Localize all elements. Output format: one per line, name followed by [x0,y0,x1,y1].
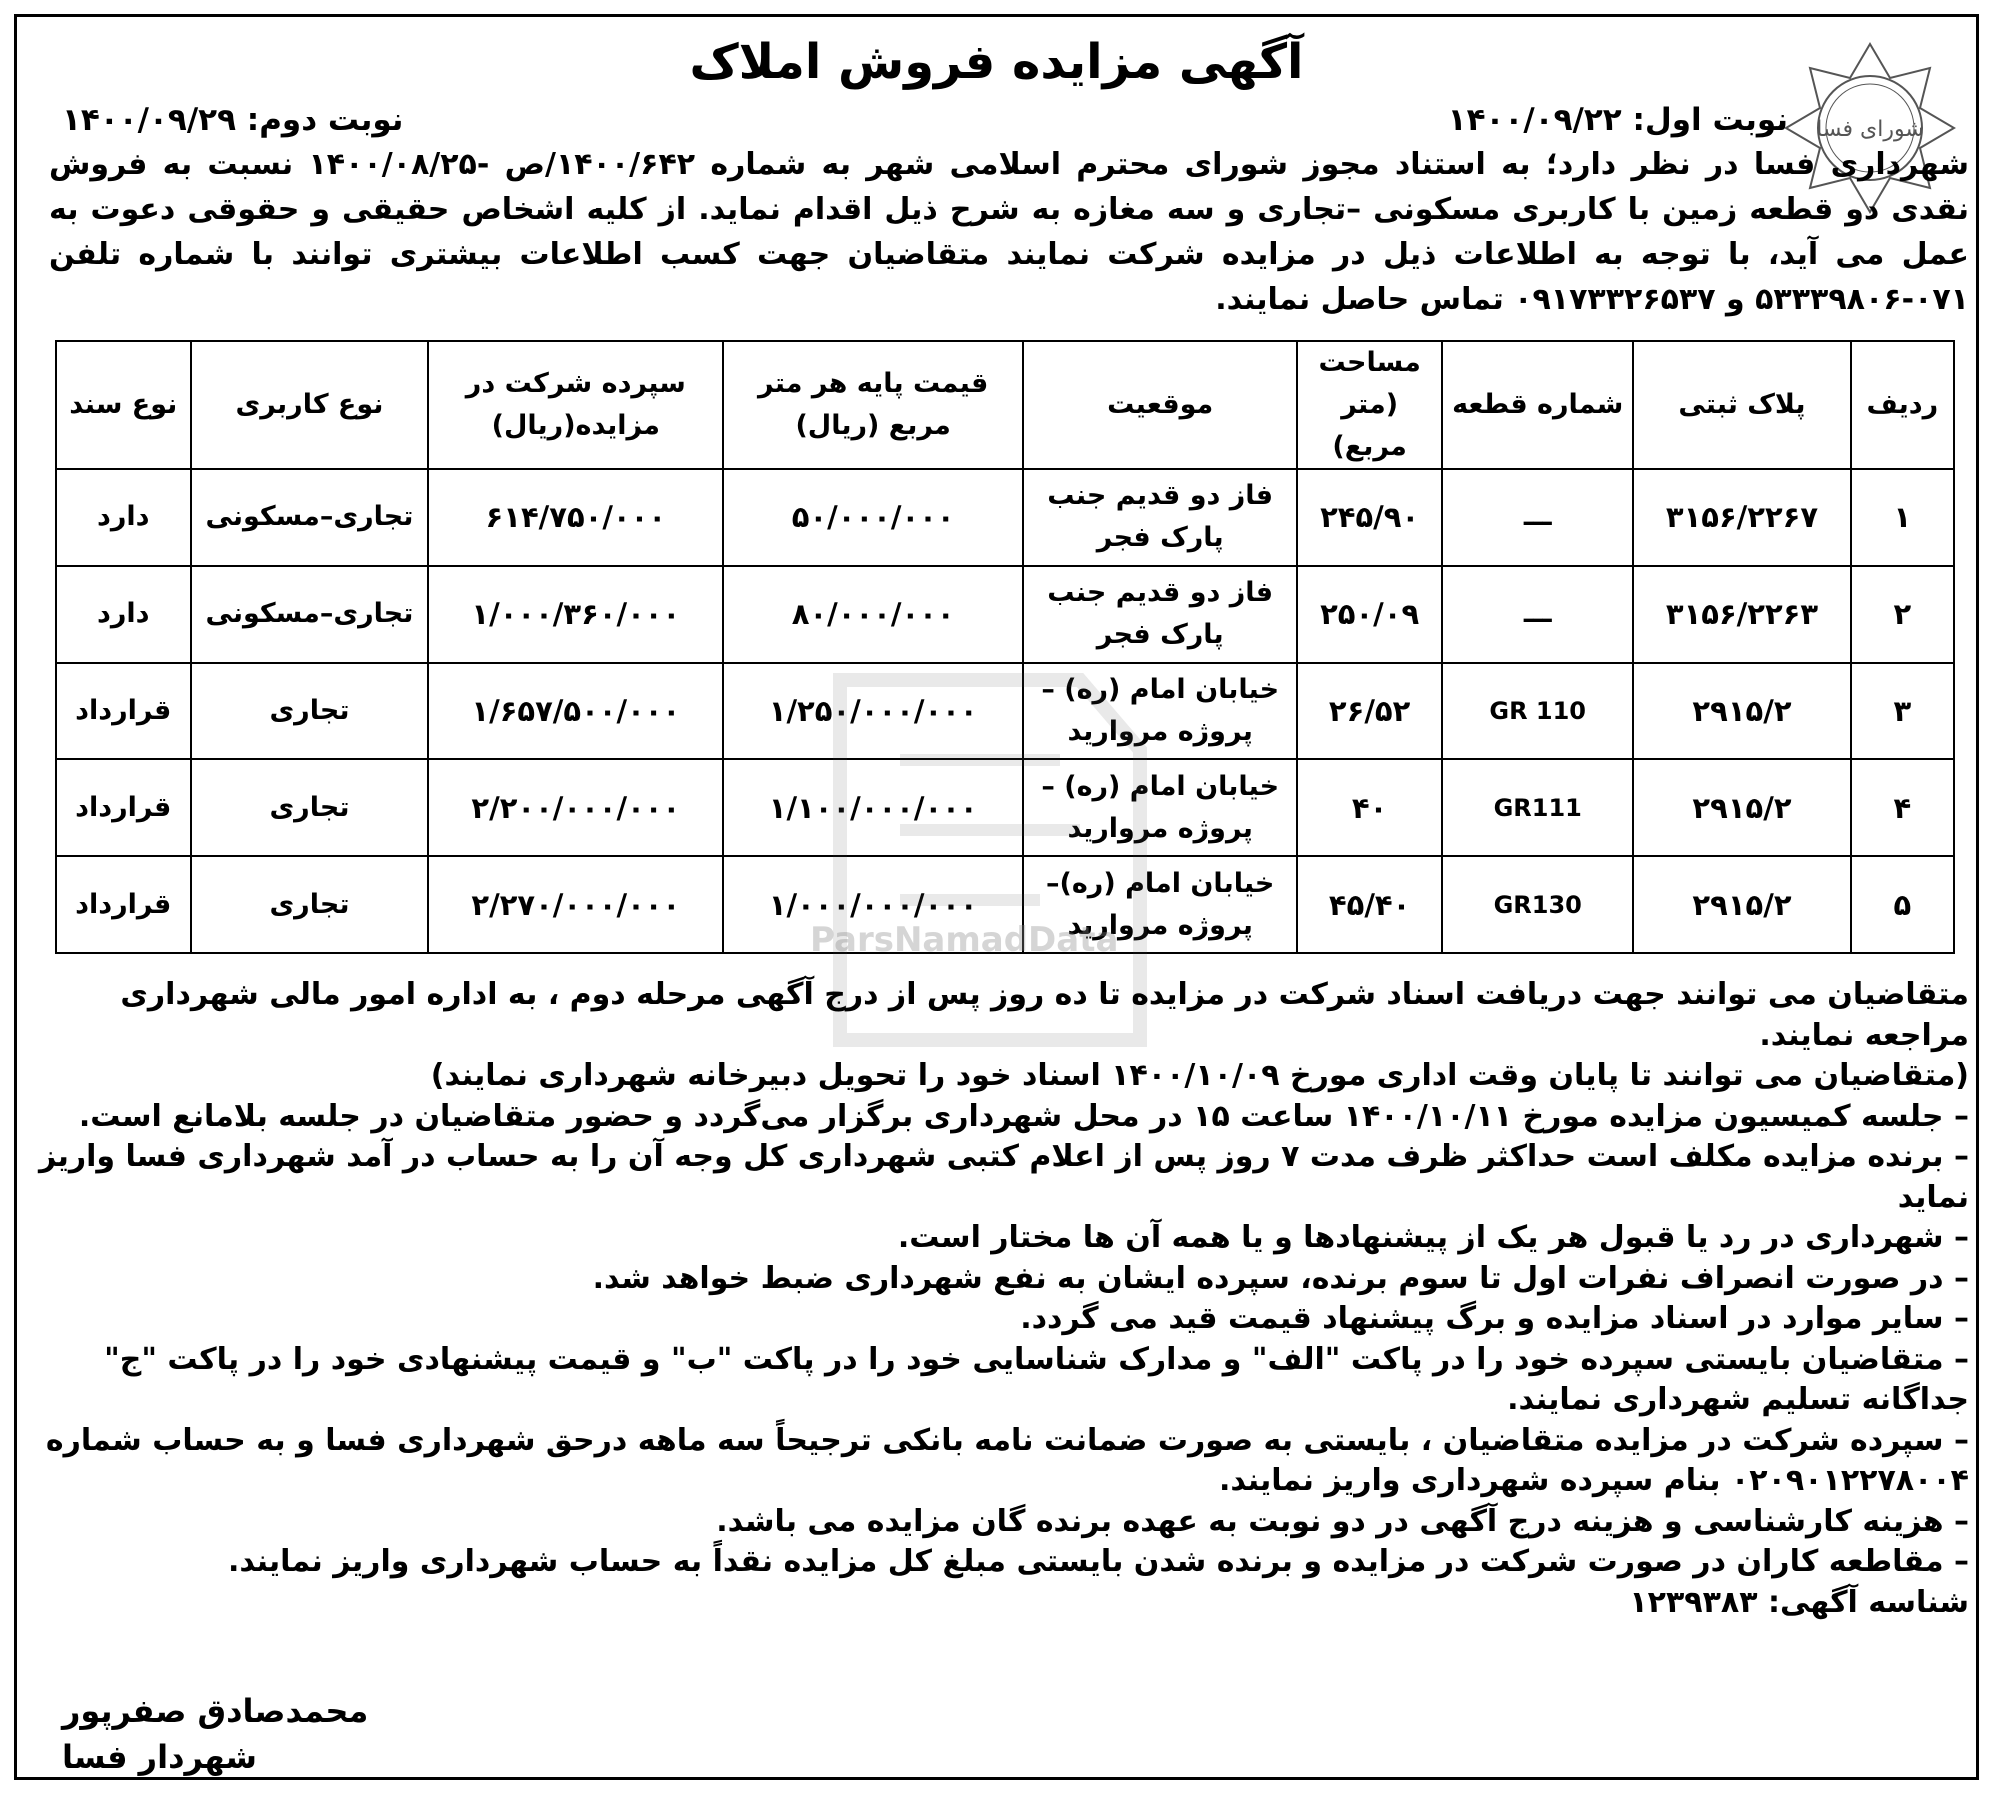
header-deposit: سپرده شرکت در مزایده(ریال) [428,341,723,469]
header-row-number: ردیف [1851,341,1954,469]
cell-base-price: ۸۰/۰۰۰/۰۰۰ [723,566,1023,663]
cell-base-price: ۱/۰۰۰/۰۰۰/۰۰۰ [723,856,1023,953]
cell-plaque: ۳۱۵۶/۲۲۶۳ [1633,566,1850,663]
cell-plaque: ۲۹۱۵/۲ [1633,856,1850,953]
header-usage: نوع کاربری [191,341,429,469]
condition-item: – هزینه کارشناسی و هزینه درج آگهی در دو نوبت به عهده برنده گان مزایده می باشد. [716,1503,1969,1539]
cell-area: ۴۵/۴۰ [1297,856,1442,953]
cell-location: خیابان امام (ره) – پروژه مروارید [1023,759,1297,856]
table-row [56,663,1954,760]
cell-location: خیابان امام (ره) – پروژه مروارید [1023,663,1297,760]
cell-row-number: ۱ [1851,469,1954,566]
table-row [56,759,1954,856]
cell-location: فاز دو قدیم جنب پارک فجر [1023,469,1297,566]
cell-parcel: ـــ [1442,566,1633,663]
condition-item: – برنده مزایده مکلف است حداکثر ظرف مدت ۷ روز پس از اعلام کتبی شهرداری کل وجه آن را به حساب در آمد شهرداری فسا واریز نماید [38,1139,1969,1215]
cell-usage: تجاری–مسکونی [191,566,429,663]
cell-usage: تجاری [191,856,429,953]
cell-document: قرارداد [56,759,191,856]
table-row [56,469,1954,566]
cell-deposit: ۲/۲۰۰/۰۰۰/۰۰۰ [428,759,723,856]
cell-usage: تجاری [191,663,429,760]
cell-plaque: ۲۹۱۵/۲ [1633,663,1850,760]
cell-area: ۲۶/۵۲ [1297,663,1442,760]
cell-deposit: ۱/۰۰۰/۳۶۰/۰۰۰ [428,566,723,663]
cell-row-number: ۴ [1851,759,1954,856]
cell-document: دارد [56,469,191,566]
watermark-text: ParsNamadData [810,920,1119,960]
condition-item: – در صورت انصراف نفرات اول تا سوم برنده، سپرده ایشان به نفع شهرداری ضبط خواهد شد. [592,1260,1969,1296]
header-base-price: قیمت پایه هر متر مربع (ریال) [723,341,1023,469]
cell-document: دارد [56,566,191,663]
cell-plaque: ۳۱۵۶/۲۲۶۷ [1633,469,1850,566]
condition-item: – شهرداری در رد یا قبول هر یک از پیشنهادها و یا همه آن ها مختار است. [897,1220,1969,1255]
header-plaque: پلاک ثبتی [1633,341,1850,469]
condition-item: (متقاضیان می توانند تا پایان وقت اداری مورخ ۱۴۰۰/۱۰/۰۹ اسناد خود را تحویل دبیرخانه شهرداری نمایند) [430,1058,1969,1093]
cell-row-number: ۲ [1851,566,1954,663]
mayor-name: محمدصادق صفرپور [62,1692,369,1730]
cell-base-price: ۵۰/۰۰۰/۰۰۰ [723,469,1023,566]
condition-item: – مقاطعه کاران در صورت شرکت در مزایده و برنده شدن بایستی مبلغ کل مزایده نقداً به حساب شهرداری واریز نمایند. [227,1544,1969,1579]
table-row [56,566,1954,663]
conditions-list [34,975,1969,1623]
cell-deposit: ۲/۲۷۰/۰۰۰/۰۰۰ [428,856,723,953]
mayor-title: شهردار فسا [62,1738,257,1776]
header-area: مساحت (متر مربع) [1297,341,1442,469]
cell-parcel: ـــ [1442,469,1633,566]
header-document: نوع سند [56,341,191,469]
condition-item: – سپرده شرکت در مزایده متقاضیان ، بایستی به صورت ضمانت نامه بانکی ترجیحاً سه ماهه درحق شهرداری فسا و به حساب شماره ۰۲۰۹۰۱۲۲۷۸۰۰۴ بنام سپرده شهرداری واریز نمایند. [45,1422,1969,1498]
cell-document: قرارداد [56,663,191,760]
intro-paragraph: شهرداری فسا در نظر دارد؛ به استناد مجوز شورای محترم اسلامی شهر به شماره ۱۴۰۰/۶۴۲/ص -۱۴۰۰/۰۸/۲۵ نسبت به فروش نقدی دو قطعه زمین با کاربری مسکونی –تجاری و سه مغازه به شرح ذیل اقدام نماید. از کلیه اشخاص حقیقی و حقوقی دعوت به عمل می آید، با توجه به اطلاعات ذیل در مزایده شرکت نمایند متقاضیان جهت کسب اطلاعات بیشتری توانند با شماره تلفن ۰۷۱-۵۳۳۳۹۸۰۶ و ۰۹۱۷۳۳۲۶۵۳۷ تماس حاصل نمایند. [49,147,1970,317]
cell-deposit: ۶۱۴/۷۵۰/۰۰۰ [428,469,723,566]
cell-location: فاز دو قدیم جنب پارک فجر [1023,566,1297,663]
notice-id: شناسه آگهی: ۱۲۳۹۳۸۳ [1629,1584,1969,1620]
header-parcel: شماره قطعه [1442,341,1633,469]
cell-area: ۴۰ [1297,759,1442,856]
condition-item: – متقاضیان بایستی سپرده خود را در پاکت "الف" و مدارک شناسایی خود را در پاکت "ب" و قیمت پیشنهادی خود را در پاکت "ج" جداگانه تسلیم شهرداری نمایند. [104,1341,1969,1417]
cell-row-number: ۳ [1851,663,1954,760]
cell-usage: تجاری [191,759,429,856]
condition-item: متقاضیان می توانند جهت دریافت اسناد شرکت در مزایده تا ده روز پس از درج آگهی مرحله دوم ، به اداره امور مالی شهرداری مراجعه نمایند. [120,977,1969,1053]
cell-usage: تجاری–مسکونی [191,469,429,566]
svg-text:شورای فسا: شورای فسا [1816,117,1924,142]
cell-base-price: ۱/۲۵۰/۰۰۰/۰۰۰ [723,663,1023,760]
cell-deposit: ۱/۶۵۷/۵۰۰/۰۰۰ [428,663,723,760]
cell-location: خیابان امام (ره)– پروژه مروارید [1023,856,1297,953]
cell-area: ۲۵۰/۰۹ [1297,566,1442,663]
cell-parcel: GR130 [1442,856,1633,953]
cell-parcel: GR 110 [1442,663,1633,760]
cell-parcel: GR111 [1442,759,1633,856]
header-location: موقعیت [1023,341,1297,469]
cell-plaque: ۲۹۱۵/۲ [1633,759,1850,856]
cell-row-number: ۵ [1851,856,1954,953]
property-table [55,340,1955,954]
notice-title: آگهی مزایده فروش املاک [689,34,1304,90]
first-turn-date: نوبت اول: ۱۴۰۰/۰۹/۲۲ [1447,102,1788,138]
cell-base-price: ۱/۱۰۰/۰۰۰/۰۰۰ [723,759,1023,856]
condition-item: – جلسه کمیسیون مزایده مورخ ۱۴۰۰/۱۰/۱۱ ساعت ۱۵ در محل شهرداری برگزار می‌گردد و حضور متقاضیان در جلسه بلامانع است. [78,1098,1969,1134]
cell-area: ۲۴۵/۹۰ [1297,469,1442,566]
table-header-row [56,341,1954,469]
second-turn-date: نوبت دوم: ۱۴۰۰/۰۹/۲۹ [62,102,404,138]
signature-block [62,1688,368,1780]
cell-document: قرارداد [56,856,191,953]
condition-item: – سایر موارد در اسناد مزایده و برگ پیشنهاد قیمت قید می گردد. [1020,1301,1969,1336]
